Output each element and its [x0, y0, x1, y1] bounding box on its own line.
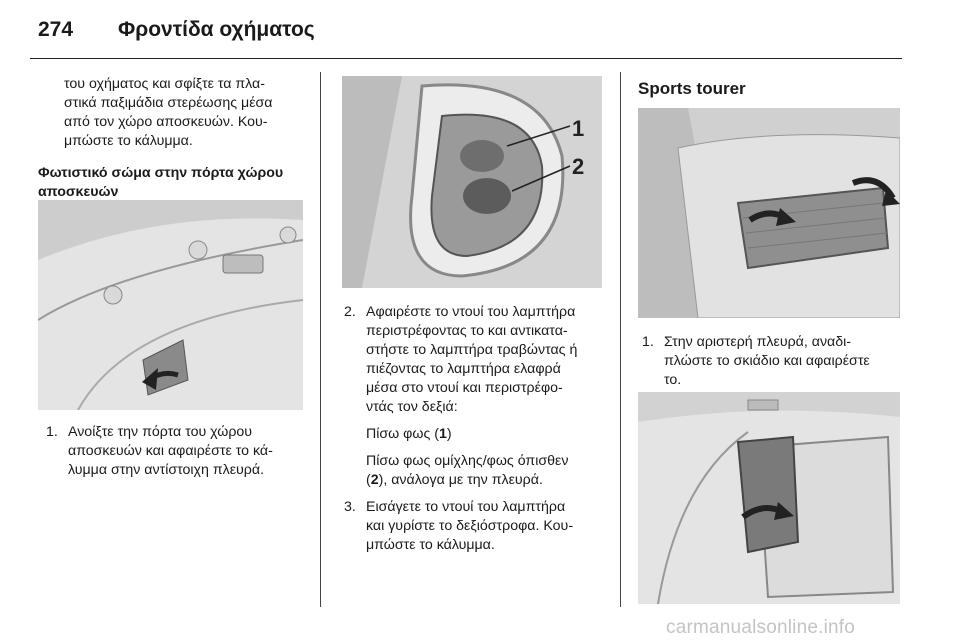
- step-line: αποσκευών και αφαιρέστε το κά-: [68, 443, 273, 459]
- heading-line: αποσκευών: [38, 184, 119, 200]
- step-line: και γυρίστε το δεξιόστροφα. Κου-: [366, 518, 574, 534]
- section-title-sports-tourer: Sports tourer: [638, 79, 746, 98]
- step-number: 1.: [46, 424, 58, 440]
- heading-line: Φωτιστικό σώμα στην πόρτα χώρου: [38, 165, 284, 181]
- section-heading-tailgate-light: [38, 164, 313, 202]
- step-line: Αφαιρέστε το ντουί του λαμπτήρα: [366, 304, 576, 320]
- rear-light-label: [344, 425, 612, 444]
- fog-light-label: [344, 452, 612, 490]
- bulb-holder-illustration: [342, 76, 602, 288]
- rear-light-end: ): [446, 426, 452, 442]
- step-line: ντάς τον δεξιά:: [366, 399, 458, 415]
- callout-2: 2: [572, 154, 585, 179]
- step-line: πιέζοντας το λαμπτήρα ελαφρά: [366, 361, 561, 377]
- intro-line: στικά παξιμάδια στερέωσης μέσα: [64, 95, 273, 111]
- callout-1: 1: [572, 116, 585, 141]
- trunk-side-panel-illustration: [638, 108, 900, 318]
- fog-light-number: 2: [370, 472, 379, 488]
- step-line: περιστρέφοντας το και αντικατα-: [366, 323, 568, 339]
- column-divider-right: [620, 72, 621, 607]
- step-line: μπώστε το κάλυμμα.: [366, 537, 495, 553]
- rear-light-text: Πίσω φως (: [366, 426, 439, 442]
- step-line: Εισάγετε το ντουί του λαμπτήρα: [366, 499, 566, 515]
- step-list-col2: [344, 303, 612, 563]
- page-title: Φροντίδα οχήματος: [118, 18, 315, 41]
- intro-paragraph: [64, 75, 314, 151]
- step-line: το.: [664, 372, 682, 388]
- fog-light-end: ), ανάλογα με την πλευρά.: [378, 472, 543, 488]
- step-line: μέσα στο ντουί και περιστρέφο-: [366, 380, 563, 396]
- step-item: [642, 333, 904, 390]
- step-number: 2.: [344, 304, 356, 320]
- intro-line: από τον χώρο αποσκευών. Κου-: [64, 114, 268, 130]
- column-divider-left: [320, 72, 321, 607]
- step-list-col3: [642, 333, 904, 398]
- step-line: Ανοίξτε την πόρτα του χώρου: [68, 424, 253, 440]
- rear-light-number: 1: [438, 426, 447, 442]
- step-item: [344, 303, 612, 417]
- watermark: carmanualsonline.info: [666, 617, 856, 638]
- step-line: λυμμα στην αντίστοιχη πλευρά.: [68, 462, 265, 478]
- step-number: 1.: [642, 334, 654, 350]
- step-line: Στην αριστερή πλευρά, αναδι-: [664, 334, 852, 350]
- step-item: [46, 423, 311, 480]
- fog-light-open: (: [366, 472, 371, 488]
- fog-light-line: Πίσω φως ομίχλης/φως όπισθεν: [366, 453, 569, 469]
- step-list-col1: [46, 423, 311, 488]
- intro-line: του οχήματος και σφίξτε τα πλα-: [64, 76, 265, 92]
- step-item: [344, 498, 612, 555]
- page-number: 274: [38, 18, 74, 41]
- tailgate-interior-illustration: [38, 200, 303, 410]
- step-number: 3.: [344, 499, 356, 515]
- intro-line: μπώστε το κάλυμμα.: [64, 133, 193, 149]
- step-line: πλώστε το σκιάδιο και αφαιρέστε: [664, 353, 870, 369]
- page-header: [0, 0, 960, 62]
- step-line: στήστε το λαμπτήρα τραβώντας ή: [366, 342, 578, 358]
- trunk-lamp-cover-illustration: [638, 392, 900, 604]
- header-rule: [30, 58, 902, 59]
